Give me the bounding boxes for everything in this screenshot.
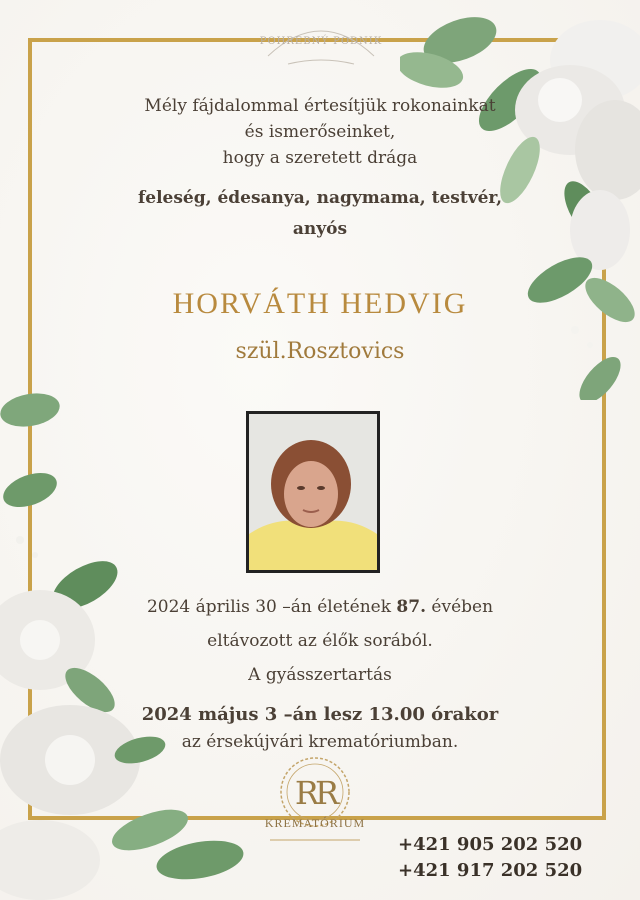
deceased-name: HORVÁTH HEDVIG [172, 287, 468, 320]
announcement-line-1: Mély fájdalommal értesítjük rokonainkat [144, 96, 496, 116]
announcement-line-2: és ismerőseinket, [244, 122, 396, 142]
funeral-label: A gyásszertartás [248, 665, 392, 685]
relations-line-1: feleség, édesanya, nagymama, testvér, [137, 188, 503, 208]
departed-line: eltávozott az élők sorából. [207, 631, 433, 651]
phone-number-1: +421 905 202 520 [398, 834, 583, 855]
seal-text: POHREBNÝ PODNIK [259, 36, 383, 47]
logo-label: KREMATÓRIUM [264, 816, 366, 830]
maiden-name: szül.Rosztovics [235, 339, 405, 364]
logo-monogram: RR [294, 774, 336, 812]
leaf-decoration-left [0, 370, 80, 520]
death-date-text: 2024 április 30 –án életének [146, 597, 397, 617]
crematorium-logo [250, 752, 380, 848]
funeral-date: 2024 május 3 –án lesz 13.00 órakor [141, 704, 499, 725]
flower-decoration-bottom-left [0, 500, 260, 900]
funeral-venue: az érsekújvári krematóriumban. [181, 732, 459, 752]
relations-line-2: anyós [292, 219, 348, 239]
phone-number-2: +421 917 202 520 [398, 860, 583, 881]
portrait-photo [246, 411, 380, 573]
death-info-line [0, 596, 640, 618]
death-suffix-text: évében [426, 597, 494, 617]
funeral-service-seal [258, 16, 384, 72]
age-value: 87. [396, 597, 426, 617]
announcement-line-3: hogy a szeretett drága [222, 148, 418, 168]
